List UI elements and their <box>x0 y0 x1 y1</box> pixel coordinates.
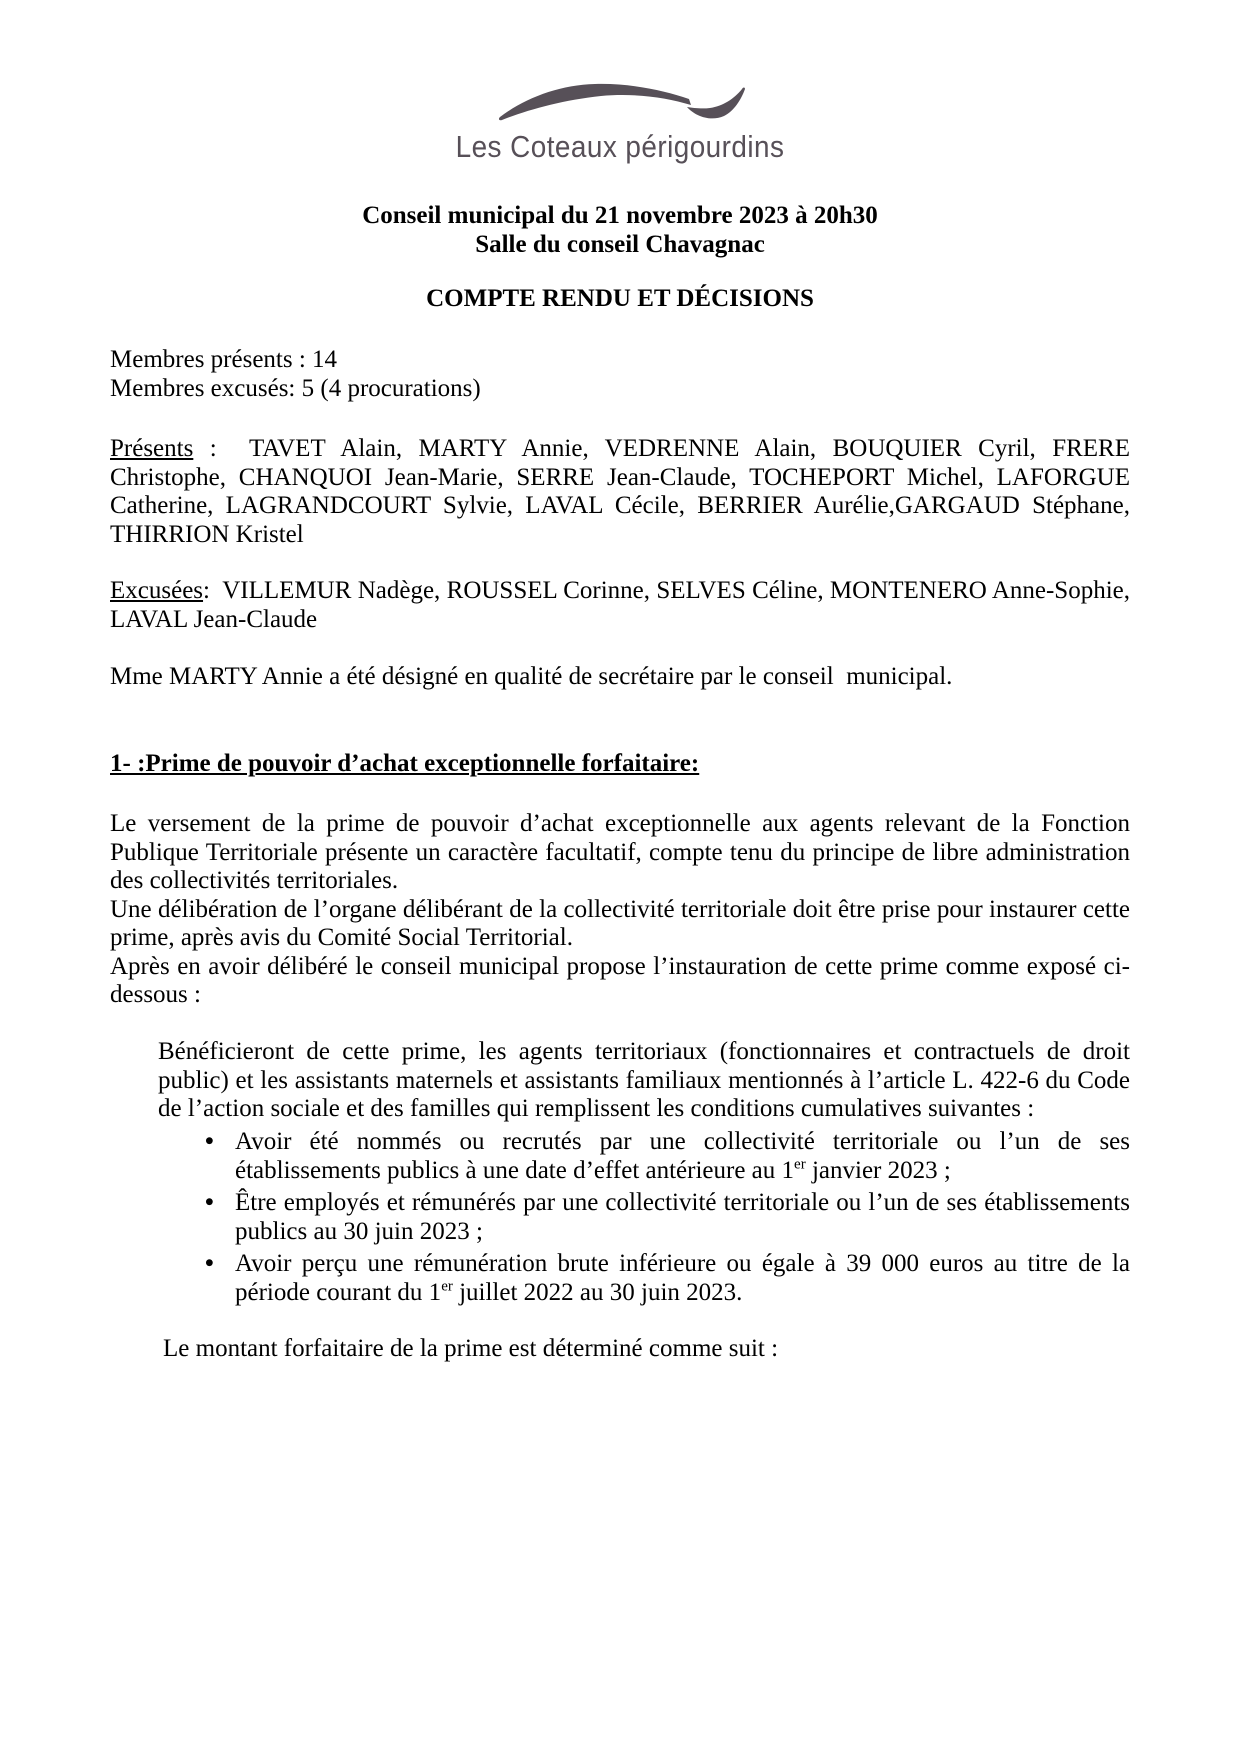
bullet-1-superscript: er <box>794 1156 806 1173</box>
bullet-3-text: Avoir perçu une rémunération brute inférieure ou égale à 39 000 euros au titre de la période courant du 1 <box>235 1250 1130 1306</box>
section1-para2: Une délibération de l’organe délibérant de la collectivité territoriale doit être prise pour instaurer cette prime, après avis du Comité Social Territorial. <box>110 895 1130 951</box>
logo-swoosh-icon <box>497 82 747 128</box>
attendance-present: Membres présents : 14 <box>110 346 338 373</box>
meeting-title-line1: Conseil municipal du 21 novembre 2023 à 20h30 <box>362 202 878 229</box>
excusees-separator: : <box>203 577 223 604</box>
section1-paragraphs <box>110 810 1130 1010</box>
bullet-1-text: Avoir été nommés ou recrutés par une collectivité territoriale ou l’un de ses établissements publics à une date d’effet antérieure au 1 <box>235 1128 1130 1184</box>
conditions-bullet-list <box>205 1128 1130 1311</box>
bullet-3-text-end: juillet 2022 au 30 juin 2023. <box>452 1278 743 1306</box>
bullet-1-text-end: janvier 2023 ; <box>805 1156 951 1184</box>
bullet-item-1 <box>205 1128 1130 1185</box>
excusees-label: Excusées <box>110 577 204 604</box>
presents-separator: : <box>193 435 250 462</box>
presents-paragraph <box>110 435 1130 549</box>
attendance-block <box>110 346 1130 403</box>
bullet-icon: • <box>205 1189 214 1216</box>
bullet-item-3 <box>205 1250 1130 1307</box>
logo-text: Les Coteaux périgourdins <box>455 129 785 164</box>
excusees-paragraph <box>110 577 1130 634</box>
bullet-icon: • <box>205 1250 214 1277</box>
meeting-title-line2: Salle du conseil Chavagnac <box>475 230 765 258</box>
meeting-title <box>0 202 1240 259</box>
bullet-icon: • <box>205 1128 214 1155</box>
logo <box>497 82 747 136</box>
presents-names: TAVET Alain, MARTY Annie, VEDRENNE Alain, BOUQUIER Cyril, FRERE Christophe, CHANQUOI Jean-Marie, SERRE Jean-Claude, TOCHEPORT Michel, LAFORGUE Catherine, LAGRANDCOURT Sylvie, LAVAL Cécile, BERRIER Aurélie,GARGAUD Stéphane, THIRRION Kristel <box>110 435 1130 548</box>
excusees-names: VILLEMUR Nadège, ROUSSEL Corinne, SELVES Céline, MONTENERO Anne-Sophie, LAVAL Jean-Claude <box>110 577 1130 633</box>
attendance-excused: Membres excusés: 5 (4 procurations) <box>110 374 481 402</box>
bullet-3-superscript: er <box>441 1278 453 1295</box>
secretary-note: Mme MARTY Annie a été désigné en qualité de secrétaire par le conseil municipal. <box>110 663 953 690</box>
section1-para1: Le versement de la prime de pouvoir d’achat exceptionnelle aux agents relevant de la Fonction Publique Territoriale présente un caractère facultatif, compte tenu du principe de libre administration des collectivités territoriales. <box>110 810 1130 894</box>
bullet-2-text: Être employés et rémunérés par une collectivité territoriale ou l’un de ses établissements publics au 30 juin 2023 ; <box>235 1189 1130 1245</box>
presents-label: Présents <box>110 435 194 462</box>
section1-para3: Après en avoir délibéré le conseil municipal propose l’instauration de cette prime comme exposé ci-dessous : <box>110 952 1130 1008</box>
closing-line: Le montant forfaitaire de la prime est déterminé comme suit : <box>163 1335 779 1362</box>
section1-heading: 1- :Prime de pouvoir d’achat exceptionnelle forfaitaire: <box>110 750 700 777</box>
doc-type-heading: COMPTE RENDU ET DÉCISIONS <box>426 285 814 312</box>
bullet-item-2 <box>205 1189 1130 1246</box>
beneficiaries-intro: Bénéficieront de cette prime, les agents territoriaux (fonctionnaires et contractuels de droit public) et les assistants maternels et assistants familiaux mentionnés à l’article L. 422-6 du Code de l’action sociale et des familles qui remplissent les conditions cumulatives suivantes : <box>158 1038 1130 1122</box>
